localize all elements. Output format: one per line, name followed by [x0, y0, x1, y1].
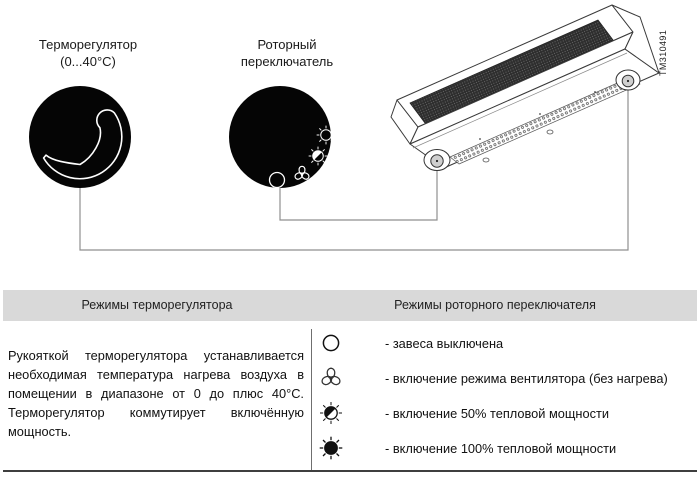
- rotary-switch-knob: [229, 86, 335, 188]
- device-rotary-knob: [424, 150, 450, 171]
- table-header-row: [3, 290, 697, 321]
- table-header-rotary: Режимы роторного переключателя: [394, 298, 596, 312]
- mode-row-off: [319, 331, 689, 355]
- mode-row-heat-50: [319, 401, 689, 425]
- fan-icon: [319, 366, 343, 390]
- table-bottom-border: [3, 470, 697, 472]
- rotary-label-line2: переключатель: [240, 54, 334, 69]
- table-header-thermostat: Режимы терморегулятора: [81, 298, 233, 312]
- curtain-off-icon: [319, 331, 343, 355]
- rotary-modes-list: [319, 331, 689, 460]
- thermostat-label-line2: (0...40°С): [60, 54, 116, 69]
- mode-label-fan: - включение режима вентилятора (без нагрева): [385, 370, 668, 386]
- thermostat-label-line1: Терморегулятор: [38, 37, 138, 52]
- device-thermostat-knob: [616, 70, 640, 90]
- mode-label-off: - завеса выключена: [385, 335, 504, 351]
- device-code-label: TM310491: [658, 29, 668, 76]
- mode-row-heat-100: [319, 436, 689, 460]
- thermostat-description: Рукояткой терморегулятора устанавливается необходимая температура нагрева воздуха в помещении в диапазоне от 0 до плюс 40°С. Терморегулятор коммутирует включённую мощность.: [8, 348, 304, 440]
- air-curtain-device: [391, 5, 668, 171]
- heat-100-icon: [319, 436, 343, 460]
- mode-label-heat-100: - включение 100% тепловой мощности: [385, 440, 617, 456]
- mode-row-fan: [319, 366, 689, 390]
- table-column-divider: [311, 329, 312, 471]
- mode-label-heat-50: - включение 50% тепловой мощности: [385, 405, 609, 421]
- thermostat-knob: [29, 86, 131, 188]
- rotary-label-line1: Роторный: [257, 37, 317, 52]
- heat-50-icon: [319, 401, 343, 425]
